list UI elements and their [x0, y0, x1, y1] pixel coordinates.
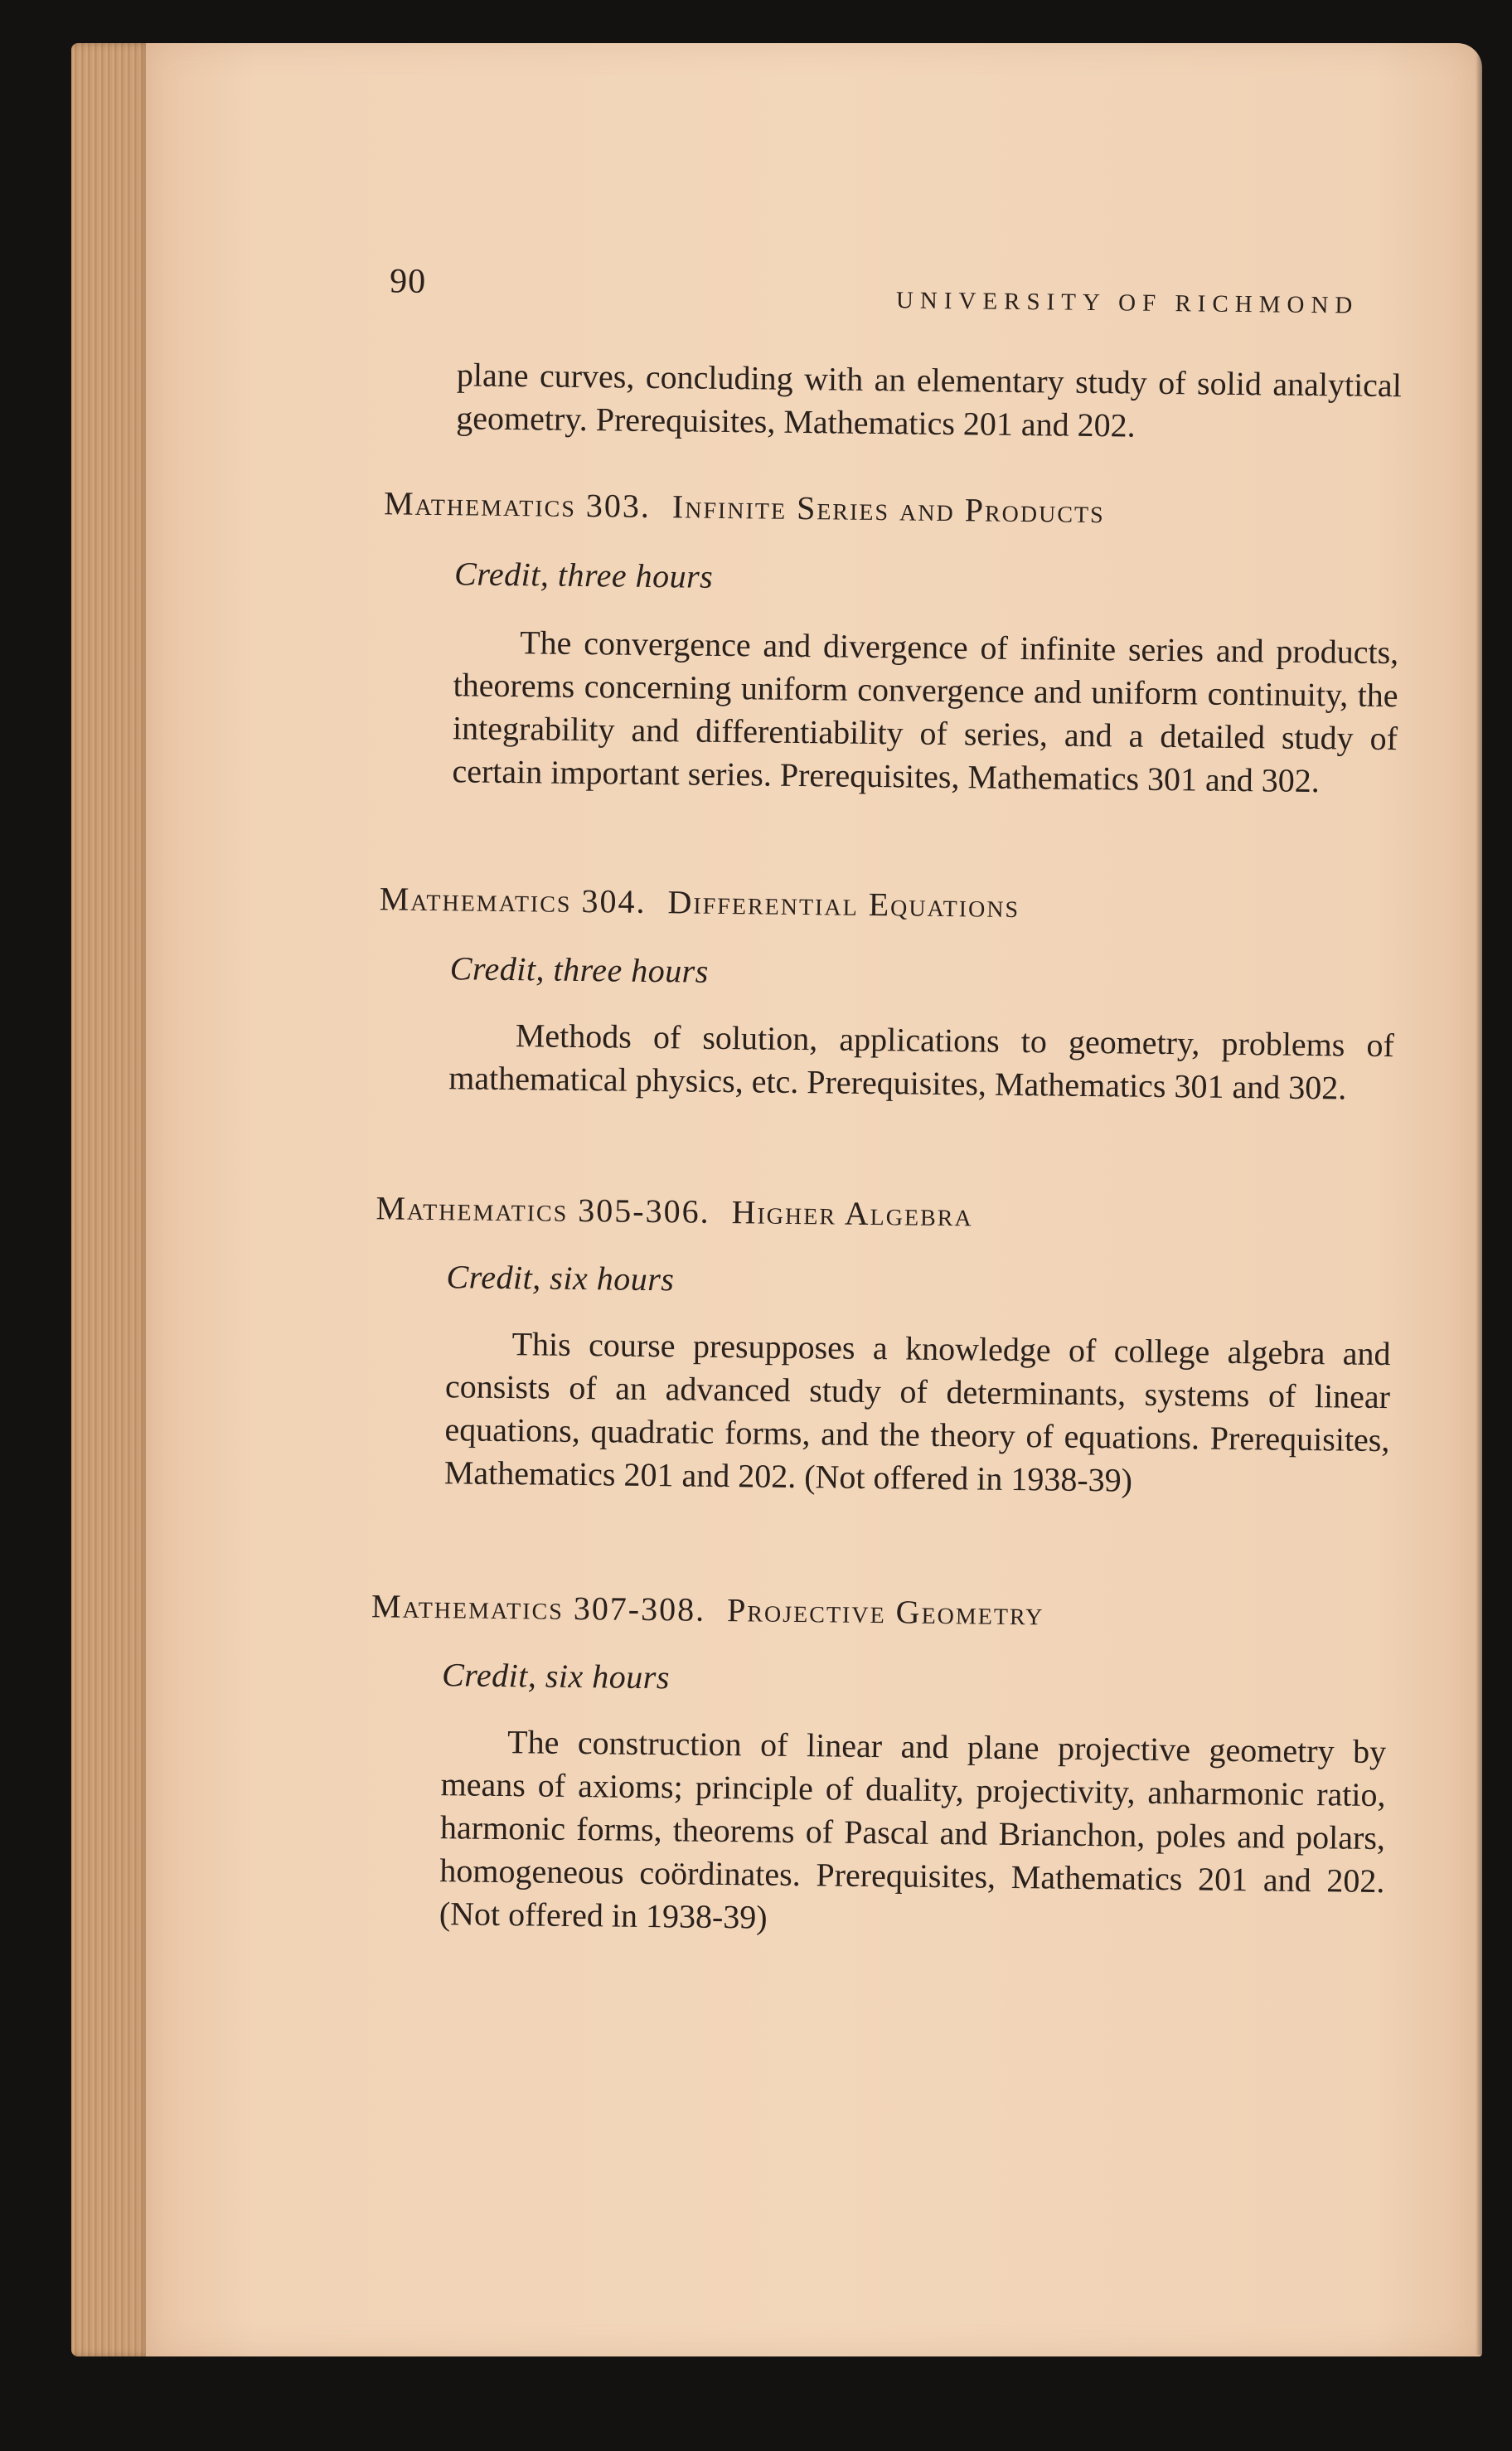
course-number: Mathematics 304. — [379, 880, 647, 920]
course-description: The construction of linear and plane projective geometry by means of axioms; principle of duality, projectivity, anharmonic ratio, harmonic forms, theorems of Pascal and Brianchon, poles and polars, homogeneous coördinates. Prerequisites, Mathematics 201 and 202. (Not offered in 1938-39) — [439, 1723, 1387, 1936]
course-title: Projective Geometry — [726, 1591, 1044, 1633]
course-heading-304 — [379, 879, 1020, 925]
course-number: Mathematics 303. — [383, 484, 652, 525]
course-heading-303 — [384, 483, 1105, 531]
course-title: Higher Algebra — [731, 1193, 973, 1234]
course-title: Infinite Series and Products — [671, 488, 1105, 531]
intro-paragraph: plane curves, concluding with an elementary study of solid analytical geometry. Prerequisites, Mathematics 201 and 202. — [456, 356, 1403, 444]
course-credit: Credit, six hours — [446, 1258, 675, 1298]
running-head: UNIVERSITY OF RICHMOND — [895, 287, 1359, 319]
course-number: Mathematics 305-306. — [376, 1189, 710, 1230]
course-description: Methods of solution, applications to geometry, problems of mathematical physics, etc. Prerequisites, Mathematics 301 and 302. — [448, 1017, 1395, 1107]
course-description: This course presupposes a knowledge of college algebra and consists of an advanced study of determinants, systems of linear equations, quadratic forms, and the theory of equations. Prerequisites, Mathematics 201 and 202. (Not offered in 1938-39) — [443, 1325, 1391, 1499]
course-credit: Credit, three hours — [449, 949, 710, 990]
course-number: Mathematics 307-308. — [371, 1587, 706, 1628]
course-description: The convergence and divergence of infinite series and products, theorems concerning uniform convergence and uniform continuity, the integrability and differentiability of series, and a detailed study of certain important series. Prerequisites, Mathematics 301 and 302. — [452, 624, 1399, 800]
course-title: Differential Equations — [667, 883, 1020, 925]
course-heading-305-306 — [376, 1188, 973, 1234]
course-heading-307-308 — [371, 1586, 1044, 1633]
course-credit: Credit, three hours — [453, 555, 714, 595]
course-credit: Credit, six hours — [441, 1656, 671, 1696]
page-number: 90 — [389, 262, 427, 301]
